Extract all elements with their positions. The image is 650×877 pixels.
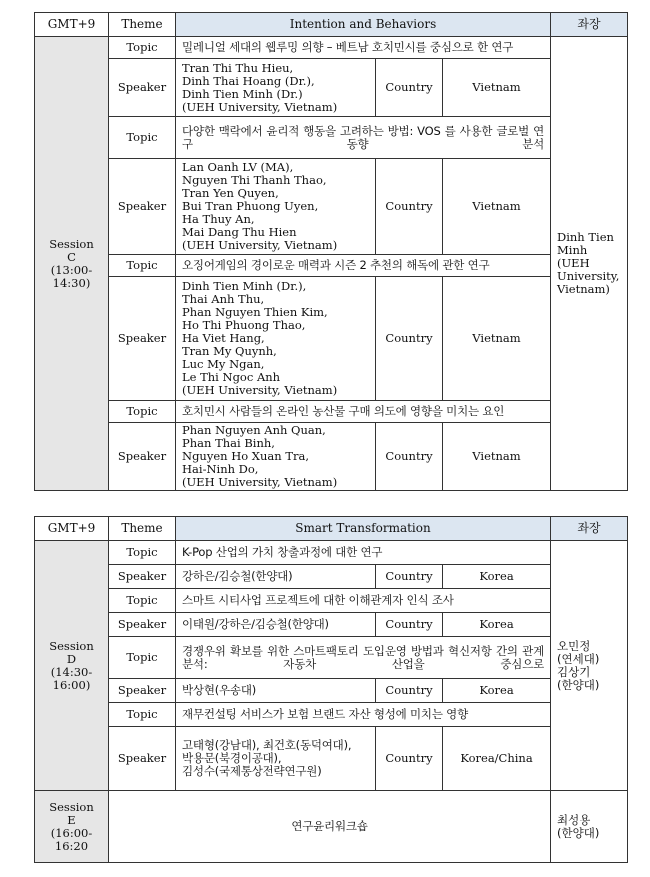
speaker-label: Speaker — [109, 679, 176, 703]
header-theme: Theme — [109, 517, 176, 541]
topic-label: Topic — [109, 117, 176, 159]
speaker-label: Speaker — [109, 613, 176, 637]
header-chair: 좌장 — [551, 517, 628, 541]
speakers-c1: Tran Thi Thu Hieu, Dinh Thai Hoang (Dr.), Dinh Tien Minh (Dr.) (UEH University, Vietnam) — [176, 59, 376, 117]
topic-c2: 다양한 맥락에서 윤리적 행동을 고려하는 방법: VOS 를 사용한 글로벌 연구 동향 분석 — [176, 117, 551, 159]
header-gmt: GMT+9 — [35, 517, 109, 541]
session-d-label: Session D (14:30- 16:00) — [35, 541, 109, 791]
topic-d4: 재무컨설팅 서비스가 보험 브랜드 자산 형성에 미치는 영향 — [176, 703, 551, 727]
topic-c3: 오징어게임의 경이로운 매력과 시즌 2 추천의 해독에 관한 연구 — [176, 255, 551, 277]
topic-label: Topic — [109, 703, 176, 727]
country-label: Country — [376, 613, 443, 637]
country-value: Vietnam — [443, 277, 551, 401]
speakers-d3: 박상현(우송대) — [176, 679, 376, 703]
topic-label: Topic — [109, 589, 176, 613]
topic-d2: 스마트 시티사업 프로젝트에 대한 이해관계자 인식 조사 — [176, 589, 551, 613]
speaker-label: Speaker — [109, 423, 176, 491]
topic-label: Topic — [109, 401, 176, 423]
country-value: Korea/China — [443, 727, 551, 791]
speaker-label: Speaker — [109, 159, 176, 255]
session-c-label: Session C (13:00- 14:30) — [35, 37, 109, 491]
header-theme-title: Intention and Behaviors — [176, 13, 551, 37]
topic-d3: 경쟁우위 확보를 위한 스마트팩토리 도입운영 방법과 혁신저항 간의 관계 분석: 자동차 산업을 중심으로 — [176, 637, 551, 679]
country-label: Country — [376, 727, 443, 791]
chair-session-d: 오민정 (연세대) 김상기 (한양대) — [551, 541, 628, 791]
topic-d1: K-Pop 산업의 가치 창출과정에 대한 연구 — [176, 541, 551, 565]
schedule-table-session-c — [34, 12, 628, 491]
speakers-c3: Dinh Tien Minh (Dr.), Thai Anh Thu, Phan Nguyen Thien Kim, Ho Thi Phuong Thao, Ha Viet Hang, Tran My Quynh, Luc My Ngan, Le Thi Ngoc Anh (UEH University, Vietnam) — [176, 277, 376, 401]
topic-label: Topic — [109, 255, 176, 277]
country-value: Vietnam — [443, 423, 551, 491]
speaker-label: Speaker — [109, 565, 176, 589]
speakers-d4: 고태형(강남대), 최건호(동덕여대), 박용문(북경이공대), 김성수(국제통상전략연구원) — [176, 727, 376, 791]
topic-label: Topic — [109, 37, 176, 59]
topic-c4: 호치민시 사람들의 온라인 농산물 구매 의도에 영향을 미치는 요인 — [176, 401, 551, 423]
speakers-d2: 이태원/강하은/김승철(한양대) — [176, 613, 376, 637]
speaker-label: Speaker — [109, 59, 176, 117]
header-theme: Theme — [109, 13, 176, 37]
country-value: Korea — [443, 613, 551, 637]
schedule-table-session-d-e — [34, 516, 628, 863]
header-gmt: GMT+9 — [35, 13, 109, 37]
country-label: Country — [376, 59, 443, 117]
country-label: Country — [376, 159, 443, 255]
header-chair: 좌장 — [551, 13, 628, 37]
speakers-c2: Lan Oanh LV (MA), Nguyen Thi Thanh Thao, Tran Yen Quyen, Bui Tran Phuong Uyen, Ha Thuy An, Mai Dang Thu Hien (UEH University, Vietnam) — [176, 159, 376, 255]
country-value: Vietnam — [443, 159, 551, 255]
session-e-label: Session E (16:00- 16:20 — [35, 791, 109, 863]
country-label: Country — [376, 423, 443, 491]
country-label: Country — [376, 277, 443, 401]
country-label: Country — [376, 679, 443, 703]
speakers-d1: 강하은/김승철(한양대) — [176, 565, 376, 589]
country-value: Korea — [443, 565, 551, 589]
country-value: Korea — [443, 679, 551, 703]
chair-session-e: 최성용 (한양대) — [551, 791, 628, 863]
topic-label: Topic — [109, 541, 176, 565]
speakers-c4: Phan Nguyen Anh Quan, Phan Thai Binh, Nguyen Ho Xuan Tra, Hai-Ninh Do, (UEH University, Vietnam) — [176, 423, 376, 491]
country-value: Vietnam — [443, 59, 551, 117]
speaker-label: Speaker — [109, 277, 176, 401]
topic-c1: 밀레니얼 세대의 웹루밍 의향 – 베트남 호치민시를 중심으로 한 연구 — [176, 37, 551, 59]
chair-session-c: Dinh Tien Minh (UEH University, Vietnam) — [551, 37, 628, 491]
header-theme-title: Smart Transformation — [176, 517, 551, 541]
speaker-label: Speaker — [109, 727, 176, 791]
country-label: Country — [376, 565, 443, 589]
topic-label: Topic — [109, 637, 176, 679]
workshop-title: 연구윤리워크숍 — [109, 791, 551, 863]
